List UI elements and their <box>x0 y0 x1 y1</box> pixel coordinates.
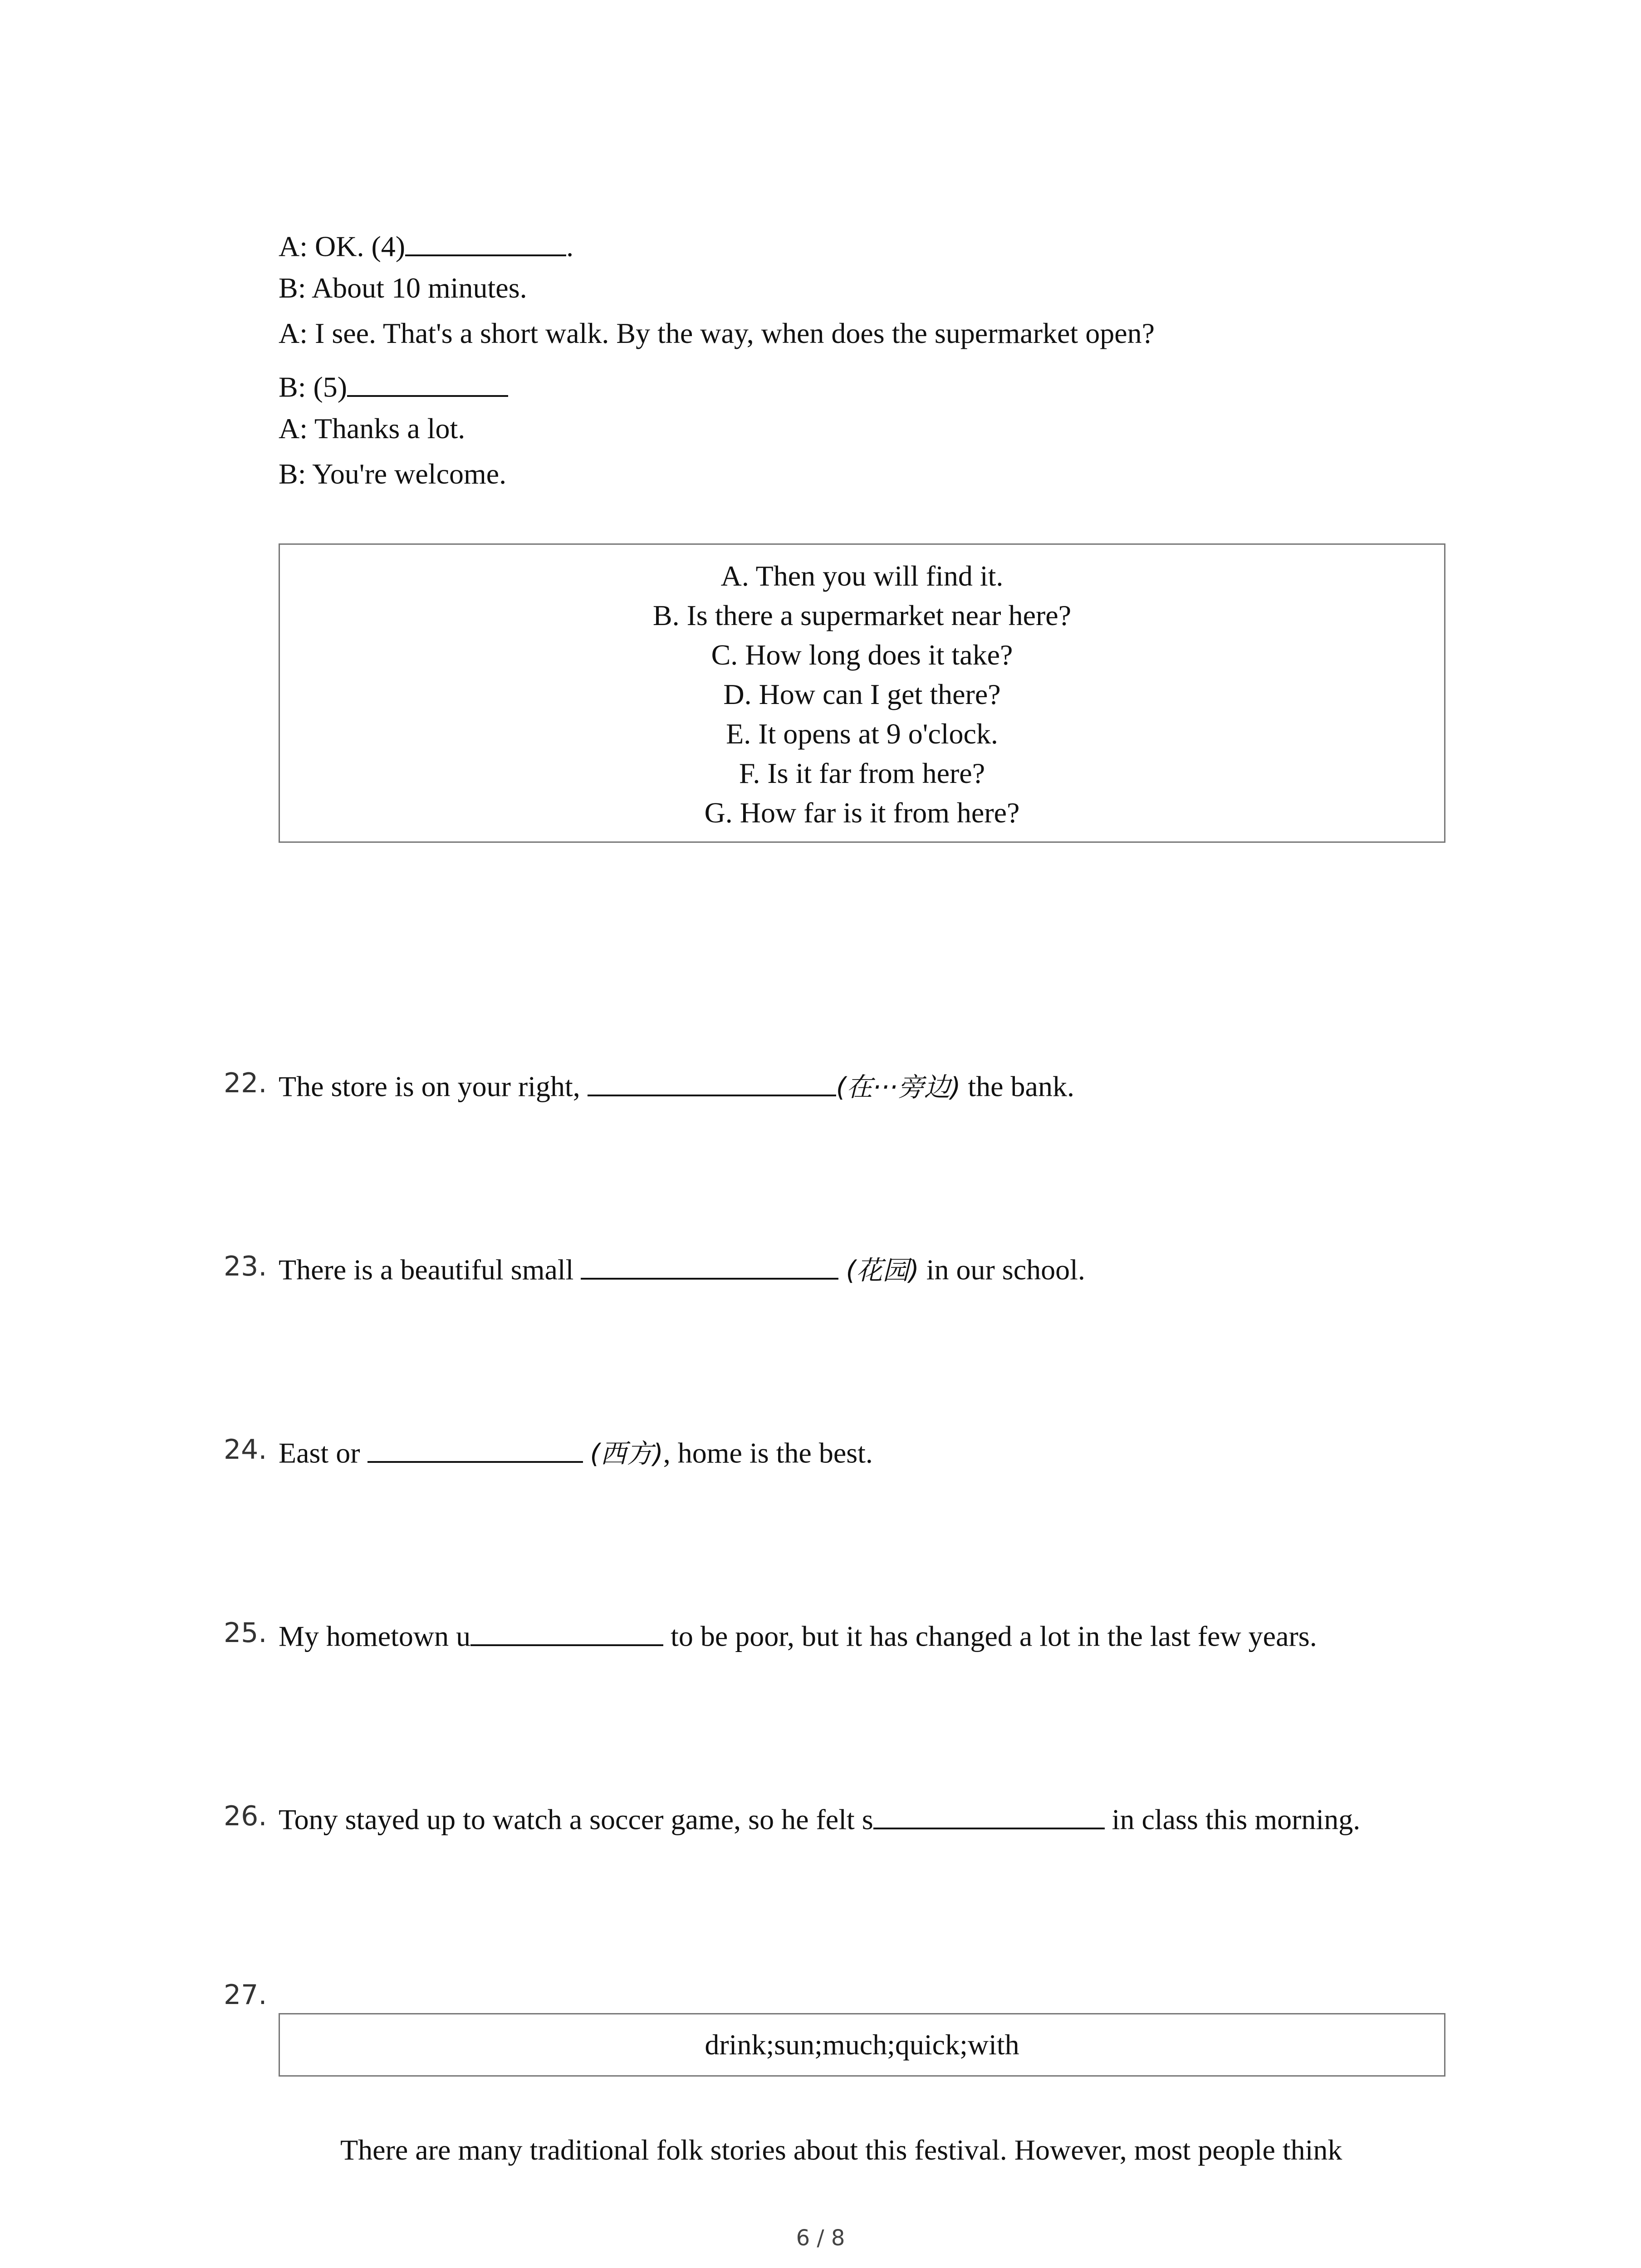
dialogue-line-5 <box>279 414 465 443</box>
question-number-24: 24. <box>224 1434 267 1466</box>
dialogue-text: B: You're welcome. <box>279 458 507 490</box>
chinese-hint: (西方) <box>590 1438 663 1469</box>
answer-blank[interactable] <box>873 1801 1105 1829</box>
question-26 <box>279 1801 1360 1834</box>
chinese-hint: (花园) <box>846 1255 919 1286</box>
dialogue-line-4 <box>279 369 508 402</box>
option-e: E. It opens at 9 o'clock. <box>726 718 998 750</box>
answer-blank[interactable] <box>405 228 566 256</box>
question-text: Tony stayed up to watch a soccer game, so he felt s <box>279 1803 873 1836</box>
question-text: in class this morning. <box>1104 1803 1361 1836</box>
question-text: the bank. <box>960 1070 1074 1103</box>
answer-blank[interactable] <box>470 1618 663 1646</box>
question-text: in our school. <box>919 1253 1085 1286</box>
question-25 <box>279 1618 1317 1651</box>
page-number: 6 / 8 <box>796 2225 845 2251</box>
question-23 <box>279 1251 1085 1285</box>
dialogue-line-1 <box>279 228 573 261</box>
question-number-26: 26. <box>224 1800 267 1832</box>
dialogue-suffix: . <box>566 230 574 263</box>
option-c: C. How long does it take? <box>711 639 1013 671</box>
dialogue-line-3 <box>279 319 1155 348</box>
options-box <box>279 543 1445 843</box>
question-text: East or <box>279 1437 367 1469</box>
question-text: , home is the best. <box>663 1437 873 1469</box>
answer-blank[interactable] <box>581 1251 838 1280</box>
dialogue-text: A: Thanks a lot. <box>279 412 465 445</box>
dialogue-text: A: I see. That's a short walk. By the way, when does the supermarket open? <box>279 317 1155 349</box>
chinese-hint: (在···旁边) <box>836 1071 961 1103</box>
option-d: D. How can I get there? <box>723 678 1001 710</box>
question-number-22: 22. <box>224 1067 267 1099</box>
dialogue-text: B: About 10 minutes. <box>279 272 527 304</box>
question-24 <box>279 1435 873 1468</box>
question-number-27: 27. <box>224 1979 267 2011</box>
word-box: drink;sun;much;quick;with <box>279 2013 1445 2077</box>
option-f: F. Is it far from here? <box>739 757 985 789</box>
option-g: G. How far is it from here? <box>704 797 1020 829</box>
question-text: to be poor, but it has changed a lot in the last few years. <box>663 1620 1317 1652</box>
answer-blank[interactable] <box>367 1435 583 1463</box>
dialogue-text: B: (5) <box>279 371 348 403</box>
passage-text: There are many traditional folk stories about this festival. However, most people think <box>340 2134 1342 2166</box>
question-number-25: 25. <box>224 1617 267 1649</box>
answer-blank[interactable] <box>588 1068 836 1096</box>
question-text: There is a beautiful small <box>279 1253 581 1286</box>
dialogue-line-2 <box>279 274 527 303</box>
question-number-23: 23. <box>224 1251 267 1282</box>
option-b: B. Is there a supermarket near here? <box>652 599 1072 631</box>
dialogue-text: A: OK. (4) <box>279 230 406 263</box>
option-a: A. Then you will find it. <box>720 560 1004 592</box>
question-text: The store is on your right, <box>279 1070 588 1103</box>
dialogue-line-6 <box>279 459 506 489</box>
answer-blank[interactable] <box>347 369 508 397</box>
question-text: My hometown u <box>279 1620 471 1652</box>
question-22 <box>279 1068 1074 1101</box>
